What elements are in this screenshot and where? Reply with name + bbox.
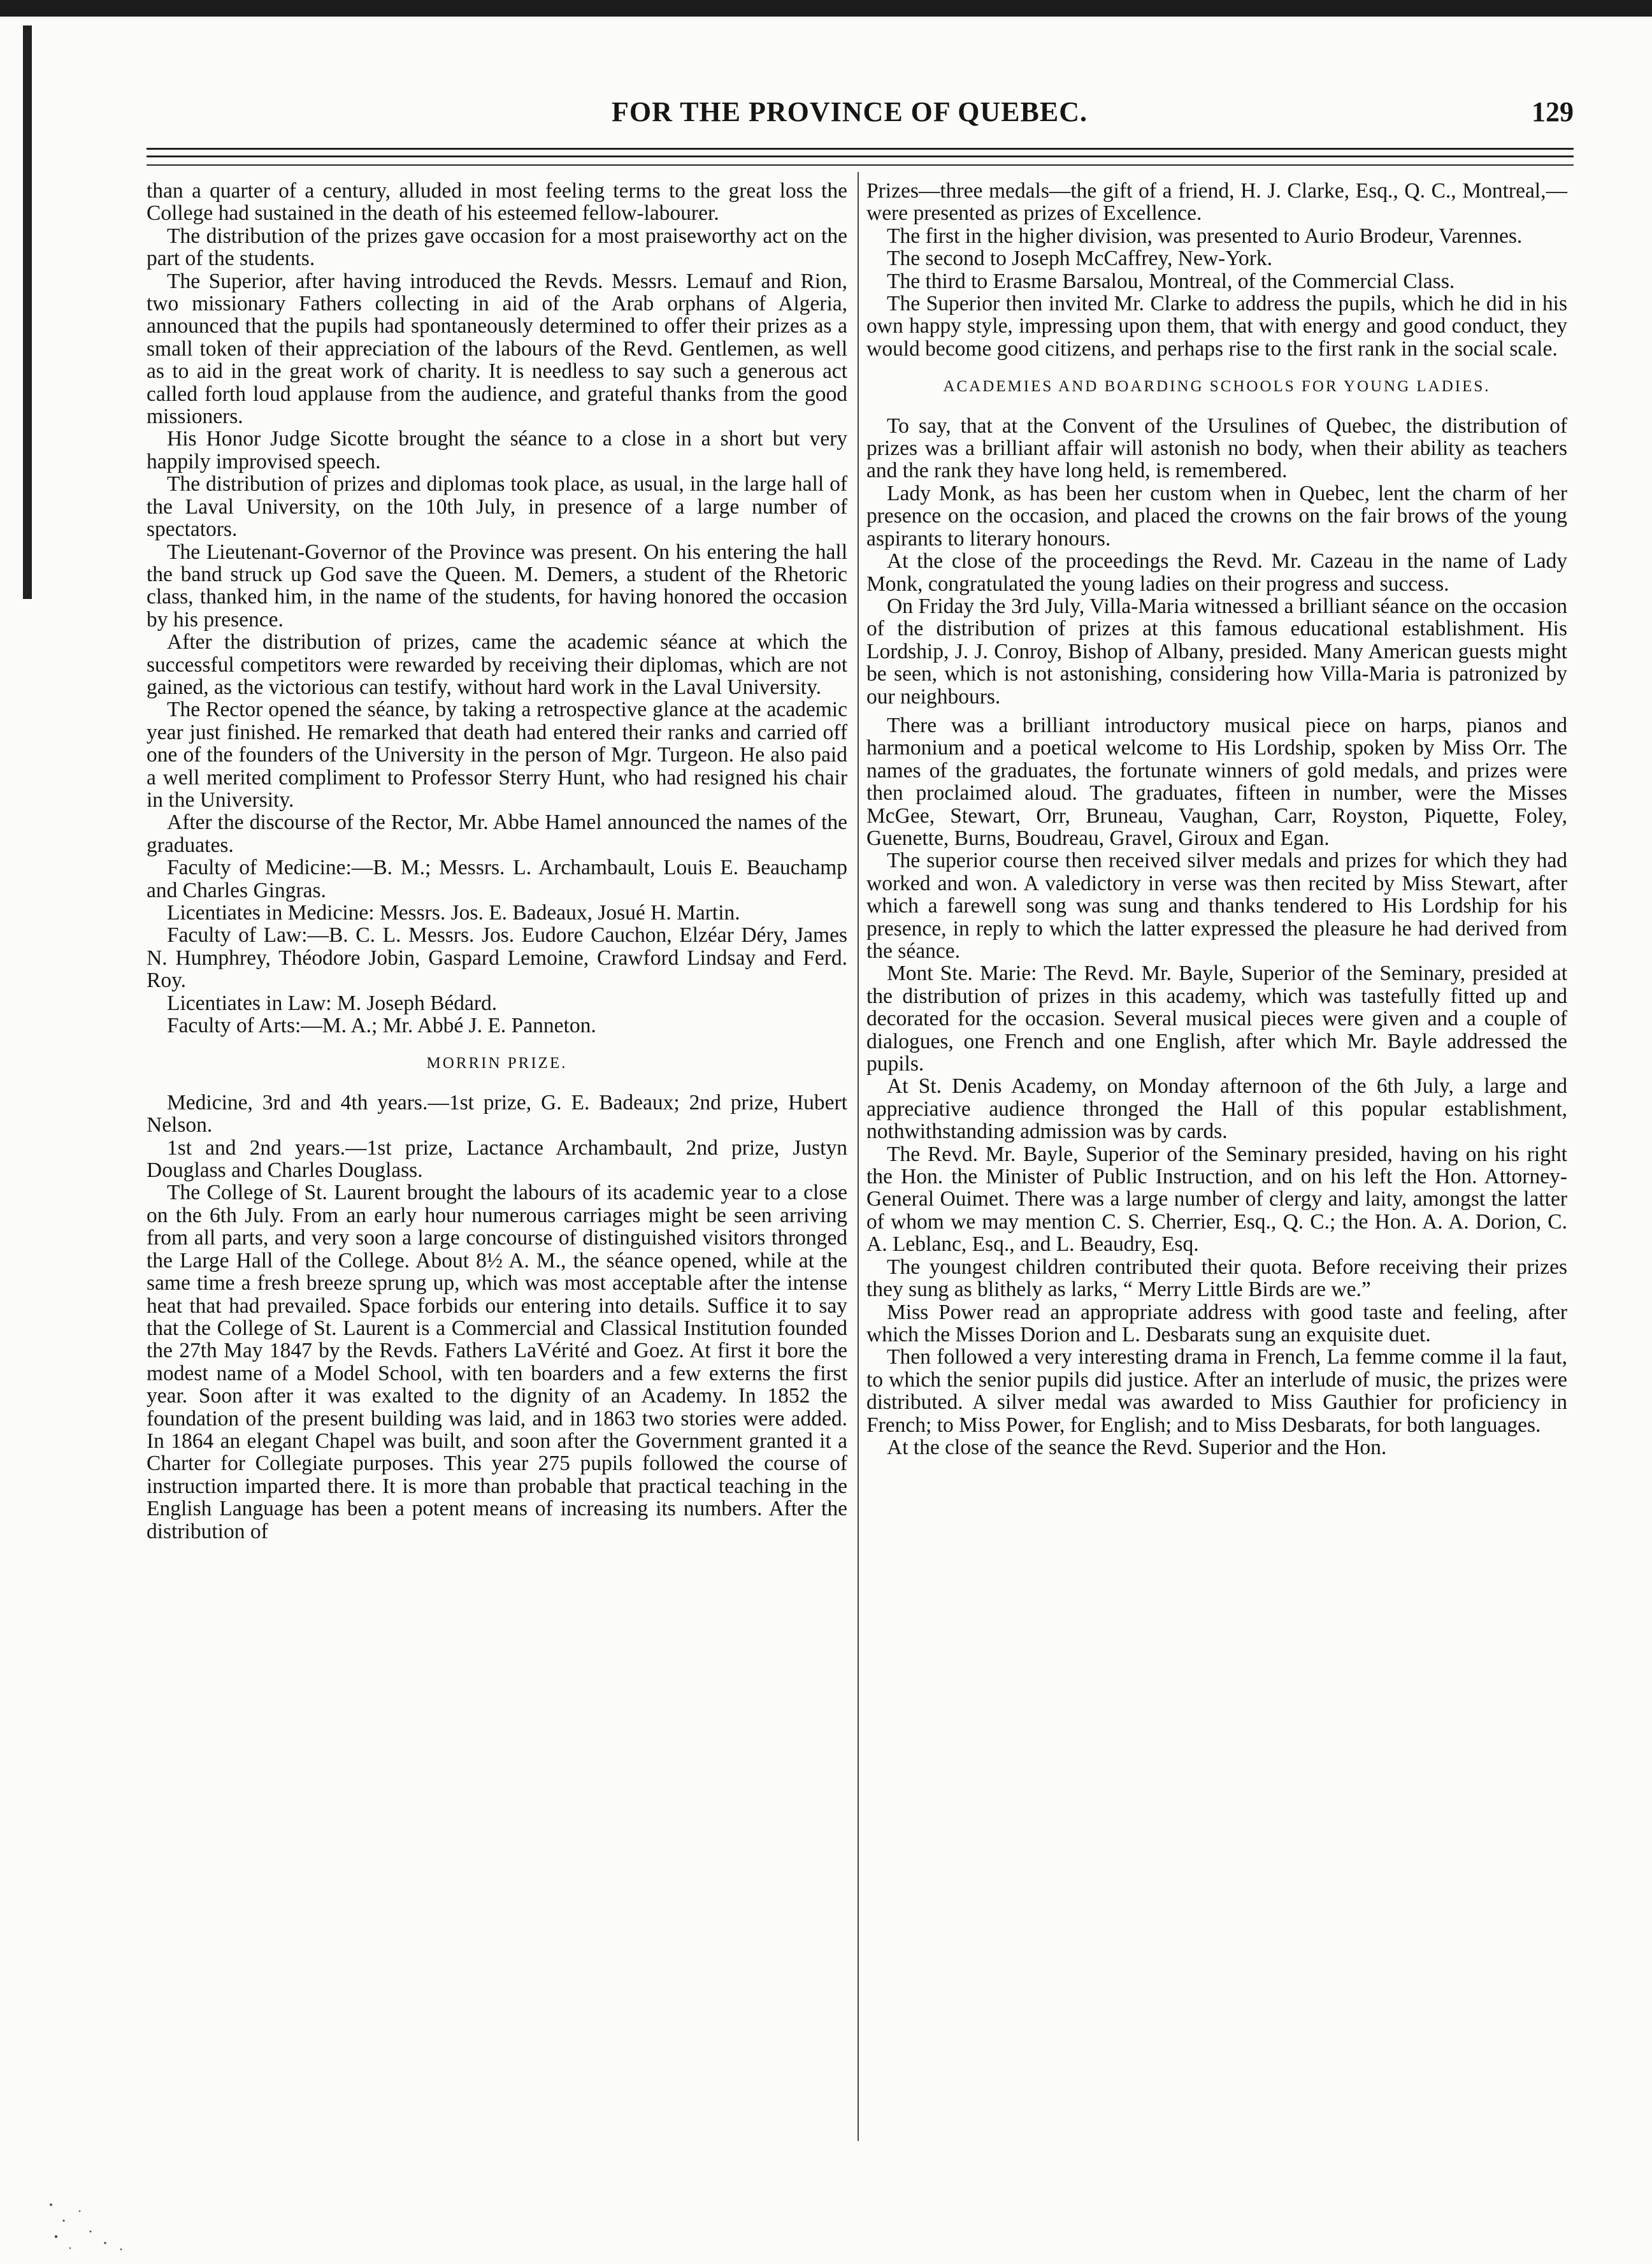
paragraph: Faculty of Medicine:—B. M.; Messrs. L. Archambault, Louis E. Beauchamp and Charles Gingras. [147, 856, 847, 902]
paragraph: To say, that at the Convent of the Ursulines of Quebec, the distribution of prizes was a brilliant affair will astonish no body, when their ability as teachers and the rank they have long held, is remembered. [866, 414, 1567, 483]
paragraph: After the distribution of prizes, came the academic séance at which the successful competitors were rewarded by receiving their diplomas, which are not gained, as the victorious can testify, without hard work in the Laval University. [147, 630, 847, 699]
paragraph: The Superior, after having introduced the Revds. Messrs. Lemauf and Rion, two missionary Fathers collecting in aid of the Arab orphans of Algeria, announced that the pupils had spontaneously determined to offer their prizes as a small token of their appreciation of the labours of the Revd. Gentlemen, as well as to aid in the great work of charity. It is needless to say such a generous act called forth loud applause from the audience, and grateful thanks from the good missioners. [147, 269, 847, 429]
paragraph: The Superior then invited Mr. Clarke to address the pupils, which he did in his own happy style, impressing upon them, that with energy and good conduct, they would become good citizens, and perhaps rise to the first rank in the social scale. [866, 292, 1567, 361]
paragraph: The Revd. Mr. Bayle, Superior of the Seminary presided, having on his right the Hon. the Minister of Public Instruction, and on his left the Hon. Attorney-General Ouimet. There was a large number of clergy and laity, amongst the latter of whom we may mention C. S. Cherrier, Esq., Q. C.; the Hon. A. A. Dorion, C. A. Leblanc, Esq., and L. Beaudry, Esq. [866, 1142, 1567, 1257]
section-heading: ACADEMIES AND BOARDING SCHOOLS FOR YOUNG LADIES. [943, 378, 1491, 396]
paragraph: At the close of the proceedings the Revd. Mr. Cazeau in the name of Lady Monk, congratulated the young ladies on their progress and success. [866, 549, 1567, 596]
right-column [866, 180, 1567, 1459]
paragraph: At St. Denis Academy, on Monday afternoon of the 6th July, a large and appreciative audience thronged the Hall of this popular establishment, nothwithstanding admission was by cards. [866, 1074, 1567, 1144]
paragraph: The third to Erasme Barsalou, Montreal, of the Commercial Class. [887, 269, 1455, 293]
paragraph: Faculty of Arts:—M. A.; Mr. Abbé J. E. Panneton. [167, 1014, 596, 1038]
header-rule [147, 164, 1574, 166]
binding-edge-mark [23, 25, 32, 599]
paragraph: There was a brilliant introductory musical piece on harps, pianos and harmonium and a poetical welcome to His Lordship, spoken by Miss Orr. The names of the graduates, the fortunate winners of gold medals, and prizes were then proclaimed aloud. The graduates, fifteen in number, were the Misses McGee, Stewart, Orr, Bruneau, Vaughan, Carr, Royston, Piquette, Foley, Guenette, Burns, Boudreau, Gravel, Giroux and Egan. [866, 713, 1567, 850]
paragraph: On Friday the 3rd July, Villa-Maria witnessed a brilliant séance on the occasion of the distribution of prizes at this famous educational establishment. His Lordship, J. J. Conroy, Bishop of Albany, presided. Many American guests might be seen, which is not astonishing, considering how Villa-Maria is patronized by our neighbours. [866, 594, 1567, 709]
paragraph: Licentiates in Medicine: Messrs. Jos. E. Badeaux, Josué H. Martin. [167, 901, 740, 925]
paragraph: Then followed a very interesting drama in French, La femme comme il la faut, to which the senior pupils did justice. After an interlude of music, the prizes were distributed. A silver medal was awarded to Miss Gauthier for proficiency in French; to Miss Power, for English; and to Miss Desbarats, for both languages. [866, 1345, 1567, 1437]
header-rule [147, 148, 1574, 150]
paragraph: 1st and 2nd years.—1st prize, Lactance Archambault, 2nd prize, Justyn Douglass and Charles Douglass. [147, 1136, 847, 1183]
paragraph: The Lieutenant-Governor of the Province was present. On his entering the hall the band struck up God save the Queen. M. Demers, a student of the Rhetoric class, thanked him, in the name of the students, for having honored the occasion by his presence. [147, 540, 847, 631]
paragraph: Medicine, 3rd and 4th years.—1st prize, G. E. Badeaux; 2nd prize, Hubert Nelson. [147, 1090, 847, 1137]
left-column [147, 180, 847, 1543]
paragraph: Miss Power read an appropriate address with good taste and feeling, after which the Misses Dorion and L. Desbarats sung an exquisite duet. [866, 1300, 1567, 1346]
column-divider [858, 172, 859, 2141]
paragraph: The youngest children contributed their quota. Before receiving their prizes they sung as blithely as larks, “ Merry Little Birds are we.” [866, 1255, 1567, 1302]
paragraph: His Honor Judge Sicotte brought the séance to a close in a short but very happily improvised speech. [147, 427, 847, 473]
paragraph: Lady Monk, as has been her custom when in Quebec, lent the charm of her presence on the occasion, and placed the crowns on the fair brows of the young aspirants to literary honours. [866, 481, 1567, 551]
header-rule [147, 155, 1574, 157]
paragraph: than a quarter of a century, alluded in most feeling terms to the great loss the College had sustained in the death of his esteemed fellow-labourer. [147, 179, 847, 226]
page-header [147, 96, 1574, 134]
paragraph: The distribution of prizes and diplomas took place, as usual, in the large hall of the Laval University, on the 10th July, in presence of a large number of spectators. [147, 472, 847, 542]
print-specks [45, 2192, 147, 2256]
paragraph: At the close of the seance the Revd. Superior and the Hon. [887, 1435, 1387, 1459]
paragraph: The College of St. Laurent brought the labours of its academic year to a close on the 6th July. From an early hour numerous carriages might be seen arriving from all parts, and very soon a large concourse of distinguished visitors thronged the Large Hall of the College. About 8½ A. M., the séance opened, while at the same time a fresh breeze sprung up, which was most acceptable after the intense heat that had prevailed. Space forbids our entering into details. Suffice it to say that the College of St. Laurent is a Commercial and Classical Institution founded the 27th May 1847 by the Revds. Fathers LaVérité and Goez. At first it bore the modest name of a Model School, with ten boarders and a few externs the first year. Soon after it was exalted to the dignity of an Academy. In 1852 the foundation of the present building was laid, and in 1863 two stories were added. In 1864 an elegant Chapel was built, and soon after the Government granted it a Charter for Collegiate purposes. This year 275 pupils followed the course of instruction imparted there. It is more than probable that practical teaching in the English Language has been a potent means of increasing its numbers. After the distribution of [147, 1181, 847, 1543]
paragraph: The second to Joseph McCaffrey, New-York. [887, 247, 1273, 271]
running-head: FOR THE PROVINCE OF QUEBEC. [612, 96, 1088, 127]
page-top-border [0, 0, 1652, 17]
page-number: 129 [1532, 96, 1574, 127]
paragraph: Mont Ste. Marie: The Revd. Mr. Bayle, Superior of the Seminary, presided at the distribution of prizes in this academy, which was tastefully fitted up and decorated for the occasion. Several musical pieces were given and a couple of dialogues, one French and one English, after which Mr. Bayle addressed the pupils. [866, 962, 1567, 1076]
paragraph: Faculty of Law:—B. C. L. Messrs. Jos. Eudore Cauchon, Elzéar Déry, James N. Humphrey, Théodore Jobin, Gaspard Lemoine, Crawford Lindsay and Ferd. Roy. [147, 923, 847, 993]
paragraph: The Rector opened the séance, by taking a retrospective glance at the academic year just finished. He remarked that death had entered their ranks and carried off one of the founders of the University in the person of Mgr. Turgeon. He also paid a well merited compliment to Professor Sterry Hunt, who had resigned his chair in the University. [147, 698, 847, 812]
paragraph: Licentiates in Law: M. Joseph Bédard. [167, 991, 498, 1015]
paragraph: The first in the higher division, was presented to Aurio Brodeur, Varennes. [887, 224, 1523, 248]
paragraph: Prizes—three medals—the gift of a friend, H. J. Clarke, Esq., Q. C., Montreal,—were presented as prizes of Excellence. [866, 179, 1567, 226]
paragraph: The distribution of the prizes gave occasion for a most praiseworthy act on the part of the students. [147, 224, 847, 271]
section-heading: MORRIN PRIZE. [426, 1055, 568, 1072]
paragraph: After the discourse of the Rector, Mr. Abbe Hamel announced the names of the graduates. [147, 811, 847, 857]
paragraph: The superior course then received silver medals and prizes for which they had worked and won. A valedictory in verse was then recited by Miss Stewart, after which a farewell song was sung and thanks tendered to His Lordship for his presence, in reply to which the latter expressed the pleasure he had derived from the séance. [866, 849, 1567, 963]
